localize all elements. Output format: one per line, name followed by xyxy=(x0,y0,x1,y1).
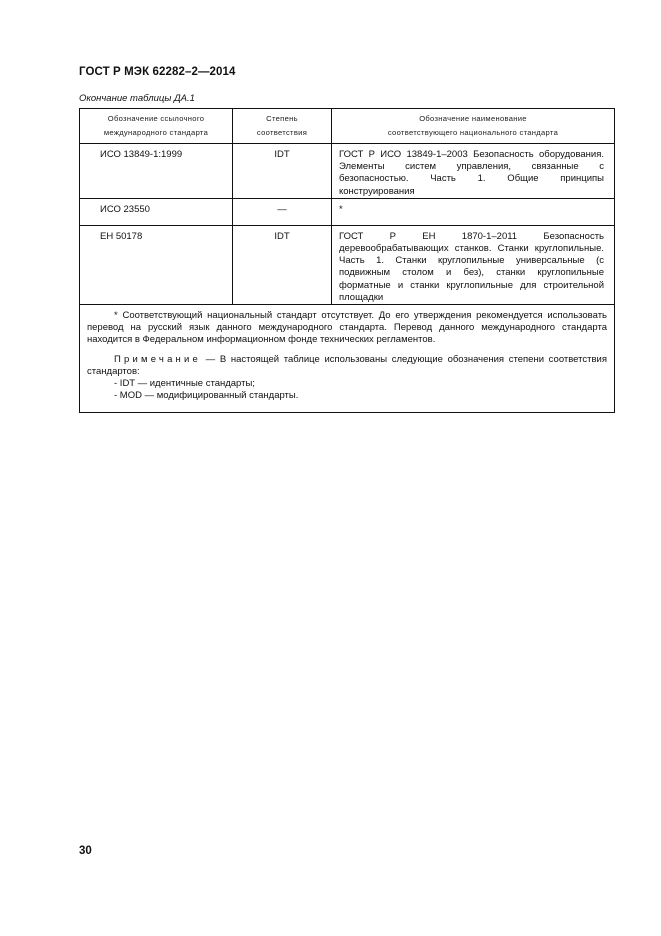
cell-intl-standard: ЕН 50178 xyxy=(80,225,233,304)
note-item-mod: - MOD — модифицированный стандарты. xyxy=(114,390,299,402)
document-header: ГОСТ Р МЭК 62282–2—2014 xyxy=(79,66,236,78)
cell-national-standard: ГОСТ Р ЕН 1870-1–2011 Безопасность деревообрабатывающих станков. Станки круглопильные. Часть 1. Станки круглопильные универсальные (с подвижным столом и без), станки круглопильные форматные и станки круглопильные для строительной площадки xyxy=(332,225,615,304)
note-label: Примечание xyxy=(114,353,201,365)
cell-degree: IDT xyxy=(233,144,332,199)
footnote-cell xyxy=(80,305,615,413)
footnote-text: * Соответствующий национальный стандарт отсутствует. До его утверждения рекомендуется использовать перевод на русский язык данного международного стандарта. Перевод данного международного стандарта находится в Федеральном информационном фонде технических регламентов. xyxy=(87,310,607,346)
note-item-idt: - IDT — идентичные стандарты; xyxy=(114,378,255,390)
header-degree-line1: Степень xyxy=(266,114,298,123)
header-intl-line2: международного стандарта xyxy=(103,128,209,137)
header-intl-standard xyxy=(80,109,233,144)
cell-degree: — xyxy=(233,198,332,225)
cell-national-standard: * xyxy=(332,198,615,225)
header-national-standard xyxy=(332,109,615,144)
table-row xyxy=(80,225,615,304)
table-footnote-row xyxy=(80,305,615,413)
table-caption: Окончание таблицы ДА.1 xyxy=(79,93,195,104)
header-national-line1: Обозначение наименование xyxy=(419,114,527,123)
note-text: — В настоящей таблице использованы следующие обозначения степени соответствия стандартов: xyxy=(87,353,607,377)
note-paragraph xyxy=(87,354,607,378)
cell-intl-standard: ИСО 23550 xyxy=(80,198,233,225)
cell-intl-standard: ИСО 13849-1:1999 xyxy=(80,144,233,199)
header-degree xyxy=(233,109,332,144)
cell-national-standard: ГОСТ Р ИСО 13849-1–2003 Безопасность оборудования. Элементы систем управления, связанные с безопасностью. Часть 1. Общие принципы конструирования xyxy=(332,144,615,199)
table-row xyxy=(80,144,615,199)
table-header-row xyxy=(80,109,615,144)
header-degree-line2: соответствия xyxy=(256,128,308,137)
table-row xyxy=(80,198,615,225)
reference-standards-table xyxy=(79,108,615,413)
header-national-line2: соответствующего национального стандарта xyxy=(387,128,559,137)
header-intl-line1: Обозначение ссылочного xyxy=(107,114,205,123)
page-number: 30 xyxy=(79,845,92,857)
cell-degree: IDT xyxy=(233,225,332,304)
